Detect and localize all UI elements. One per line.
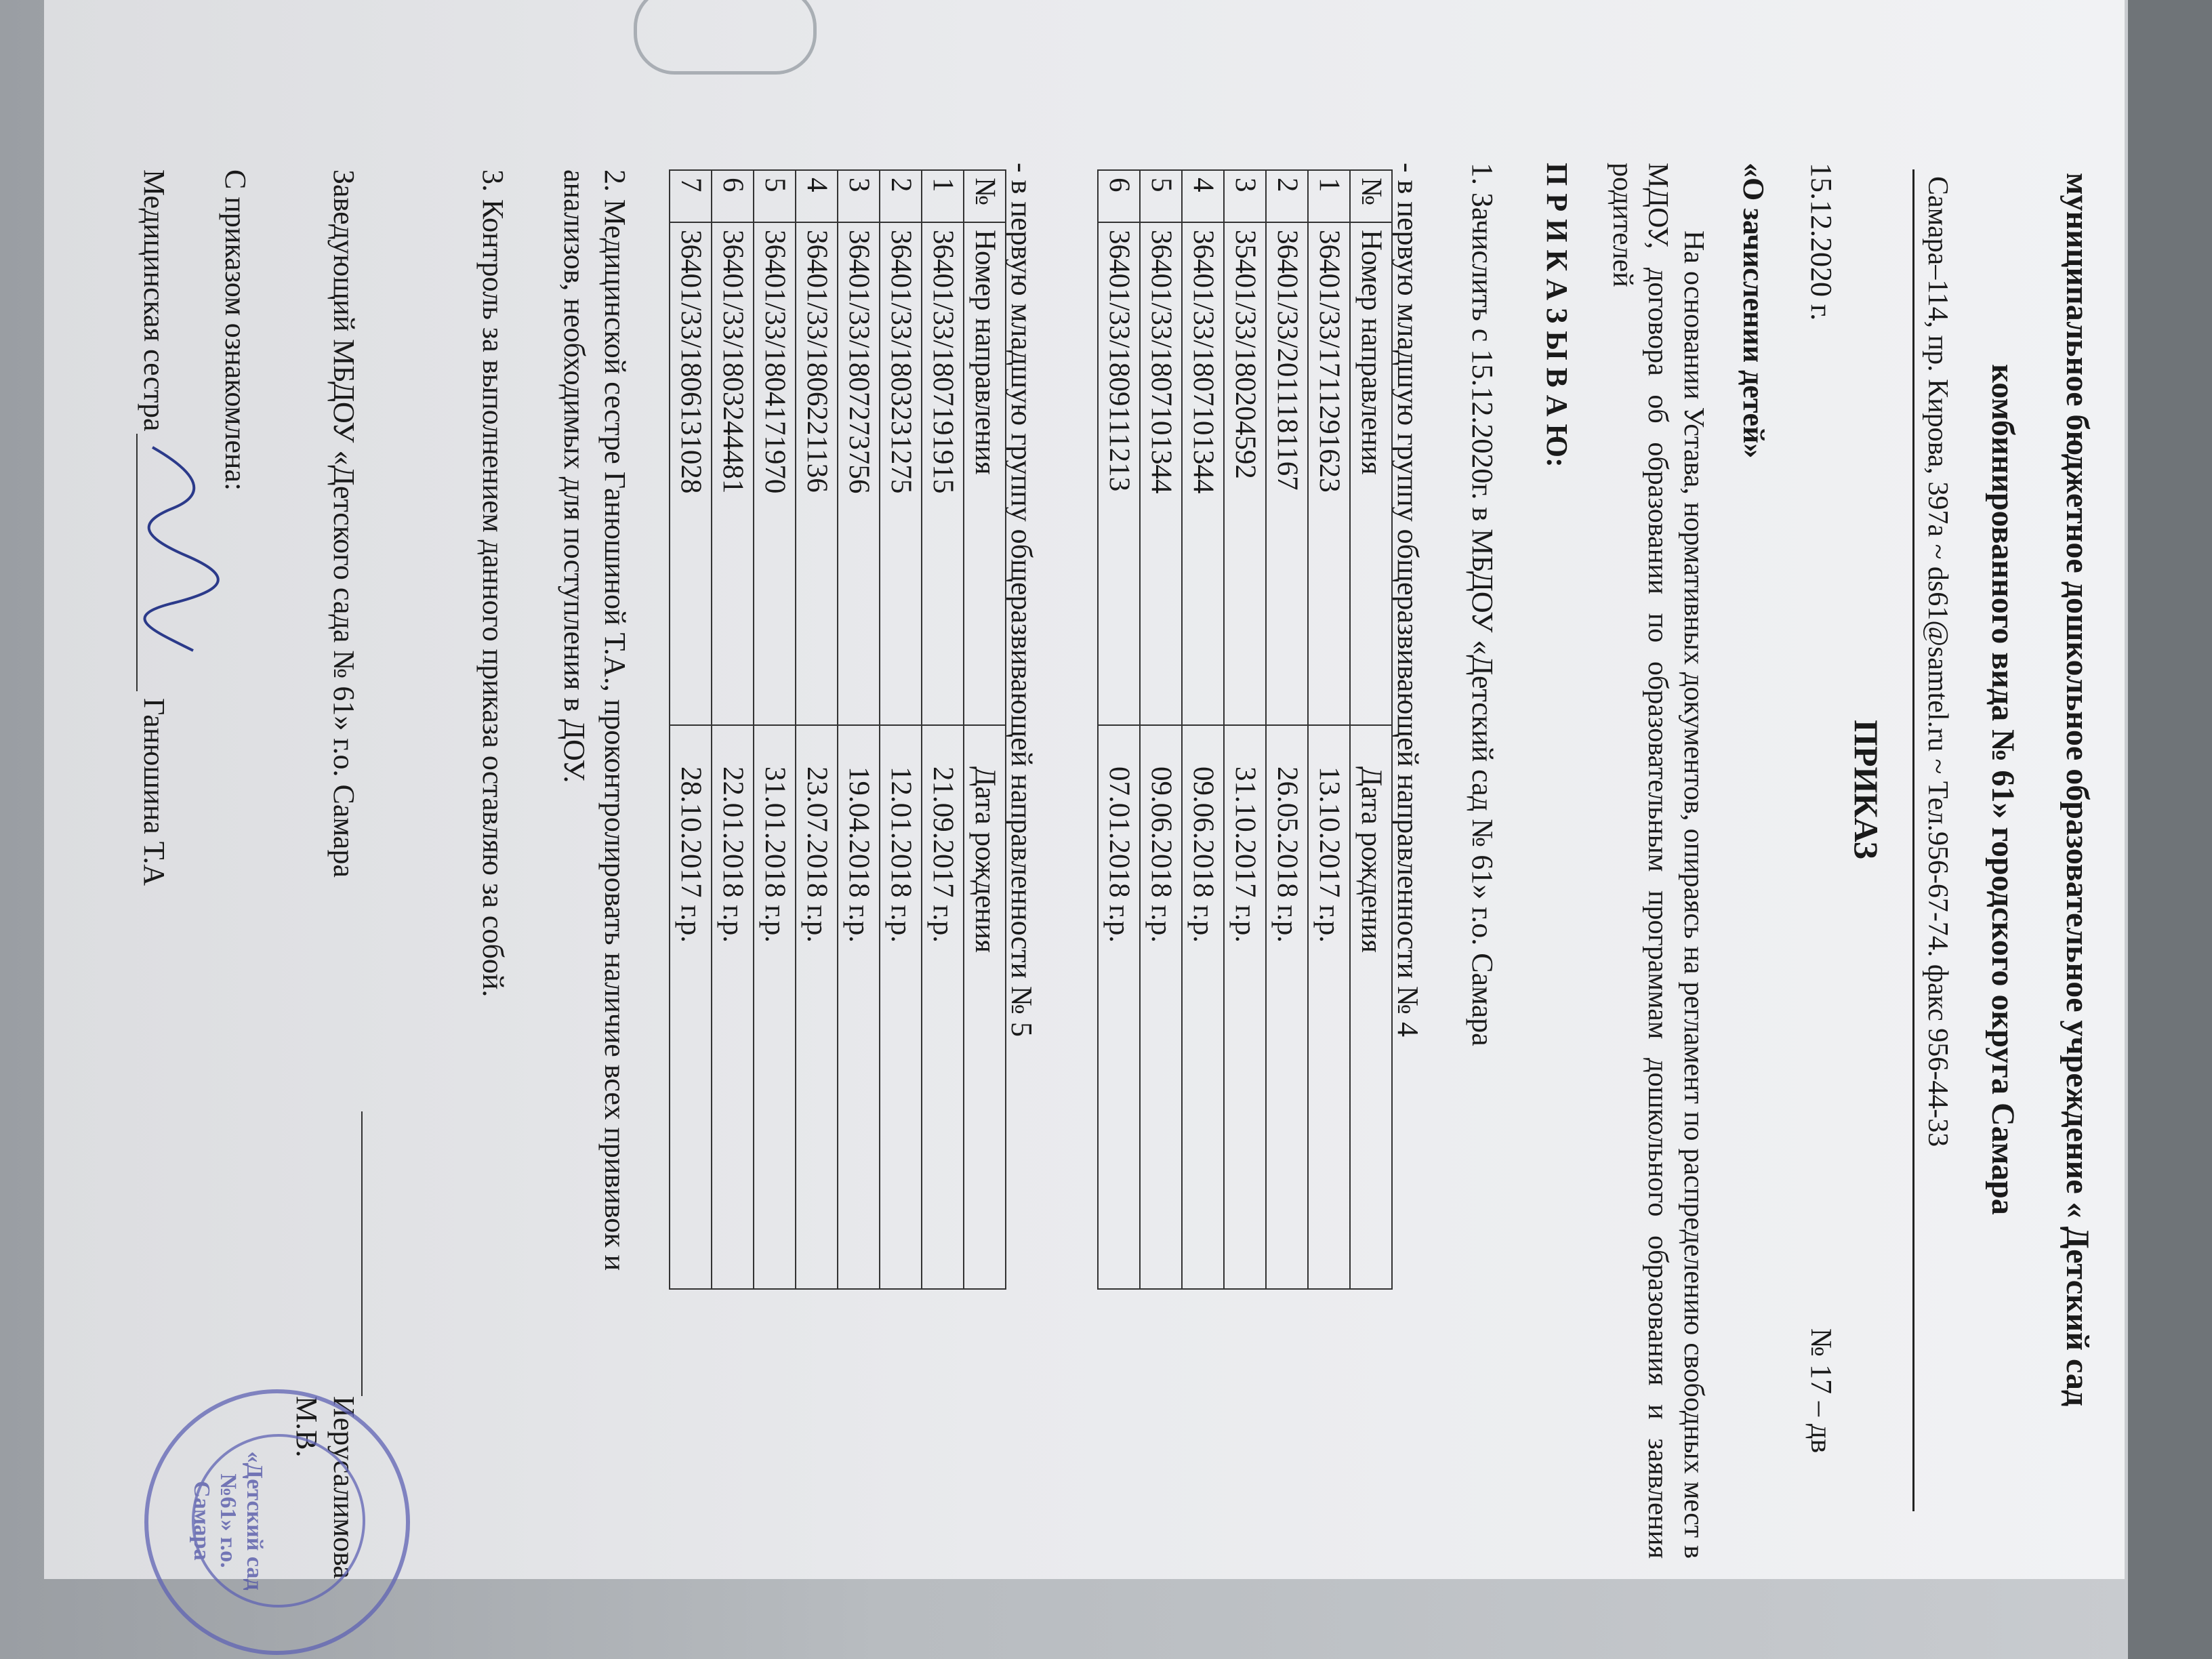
cell-no: 7 [670,170,712,222]
header-no: № [1350,170,1392,222]
header-birth: Дата рождения [1350,725,1392,1289]
table-row [712,170,754,1289]
document-page [44,0,2125,1591]
cell-no: 6 [712,170,754,222]
paper-clip [634,0,817,75]
cell-direction: 36401/33/1807273756 [838,222,880,725]
official-stamp [144,1389,410,1655]
cell-direction: 36401/33/1807101344 [1140,222,1182,725]
header-direction: Номер направления [1350,222,1392,725]
cell-direction: 36401/33/1807191915 [922,222,964,725]
cell-direction: 36401/33/1806131028 [670,222,712,725]
table-header-row [964,170,1006,1289]
table-row [922,170,964,1289]
stamp-text: «Детский сад №61» г.о. Самара [188,1451,267,1591]
cell-birth: 23.07.2018 г.р. [796,725,838,1289]
cell-no: 3 [1224,170,1266,222]
cell-birth: 13.10.2017 г.р. [1308,725,1350,1289]
cell-birth: 22.01.2018 г.р. [712,725,754,1289]
cell-no: 1 [922,170,964,222]
order-item-1: 1. Зачислить с 15.12.2020г. в МБДОУ «Детский сад № 61» г.о. Самара [1466,163,1499,1046]
cell-birth: 28.10.2017 г.р. [670,725,712,1289]
order-item-2-line-1: 2. Медицинской сестре Ганюшиной Т.А., проконтролировать наличие всех прививок и [598,169,632,1271]
order-number: № 17 – дв [1805,1328,1838,1454]
order-item-2-line-2: анализов, необходимых для поступления в ДОУ. [558,169,591,783]
group-2-table [669,169,1006,1290]
head-signature-line [361,1111,363,1396]
header-line-1: муниципальное бюджетное дошкольное образовательное учреждение « Детский сад [2060,172,2095,1407]
cell-birth: 19.04.2018 г.р. [838,725,880,1289]
header-direction: Номер направления [964,222,1006,725]
nurse-signature-line [136,434,173,691]
table-row [1224,170,1266,1289]
cell-direction: 36401/33/1803244481 [712,222,754,725]
cell-birth: 21.09.2017 г.р. [922,725,964,1289]
order-subject: «О зачислении детей» [1737,163,1770,459]
cell-direction: 35401/33/180204592 [1224,222,1266,725]
cell-birth: 09.06.2018 г.р. [1140,725,1182,1289]
cell-no: 5 [754,170,796,222]
cell-birth: 31.10.2017 г.р. [1224,725,1266,1289]
order-decree: П Р И К А З Ы В А Ю: [1540,163,1574,468]
cell-birth: 12.01.2018 г.р. [880,725,922,1289]
table-row [1098,170,1140,1289]
acquainted-label: С приказом ознакомлена: [219,169,252,491]
order-basis: На основании Устава, нормативных документов, опираясь на регламент по распределению свободных мест в МДОУ, договора об образовании по образовательным программам дошкольного образования и заявления родителей [1607,163,1709,1559]
cell-direction: 36401/33/2011181167 [1266,222,1308,725]
table-row [670,170,712,1289]
cell-direction: 36401/33/1806221136 [796,222,838,725]
order-item-3: 3. Контроль за выполнением данного приказа оставляю за собой. [476,169,510,998]
cell-direction: 36401/33/1711291623 [1308,222,1350,725]
cell-direction: 36401/33/1803231275 [880,222,922,725]
stamp-inner-ring [188,1434,365,1607]
head-signature-title: Заведующий МБДОУ «Детского сада № 61» г.о. Самара [327,169,361,878]
cell-no: 2 [880,170,922,222]
table-row [1182,170,1224,1289]
header-rule [1912,169,1914,1511]
group-1-table [1097,169,1393,1290]
table-row [1308,170,1350,1289]
cell-no: 2 [1266,170,1308,222]
header-birth: Дата рождения [964,725,1006,1289]
header-address: Самара–114, пр. Кирова, 397а ~ ds61@samtel.ru ~ Тел.956-67-74. факс 956-44-33 [1922,176,1953,1147]
nurse-name: Ганюшина Т.А [138,698,171,886]
cell-direction: 36401/33/1809111213 [1098,222,1140,725]
nurse-signature [178,434,213,691]
table-header-row [1350,170,1392,1289]
header-no: № [964,170,1006,222]
cell-no: 6 [1098,170,1140,222]
cell-birth: 31.01.2018 г.р. [754,725,796,1289]
head-name: Иерусалимова М.В. [290,1396,361,1579]
cell-no: 5 [1140,170,1182,222]
table-row [1140,170,1182,1289]
photo-edge [2128,0,2212,1659]
cell-no: 4 [796,170,838,222]
cell-birth: 26.05.2018 г.р. [1266,725,1308,1289]
cell-no: 4 [1182,170,1224,222]
cell-no: 3 [838,170,880,222]
group-1-caption: - в первую младшую группу общеразвивающей направленности № 4 [1391,163,1425,1037]
group-2-caption: - в первую младшую группу общеразвивающей направленности № 5 [1005,163,1038,1037]
table-row [838,170,880,1289]
cell-direction: 36401/33/1804171970 [754,222,796,725]
cell-direction: 36401/33/1807101344 [1182,222,1224,725]
table-row [796,170,838,1289]
cell-birth: 09.06.2018 г.р. [1182,725,1224,1289]
table-row [1266,170,1308,1289]
table-row [880,170,922,1289]
order-date: 15.12.2020 г. [1805,163,1838,321]
cell-no: 1 [1308,170,1350,222]
order-title: ПРИКАЗ [1847,720,1885,859]
table-row [754,170,796,1289]
header-line-2: комбинированного вида № 61» городского округа Самара [1985,364,2021,1215]
cell-birth: 07.01.2018 г.р. [1098,725,1140,1289]
nurse-label: Медицинская сестра [138,169,171,432]
